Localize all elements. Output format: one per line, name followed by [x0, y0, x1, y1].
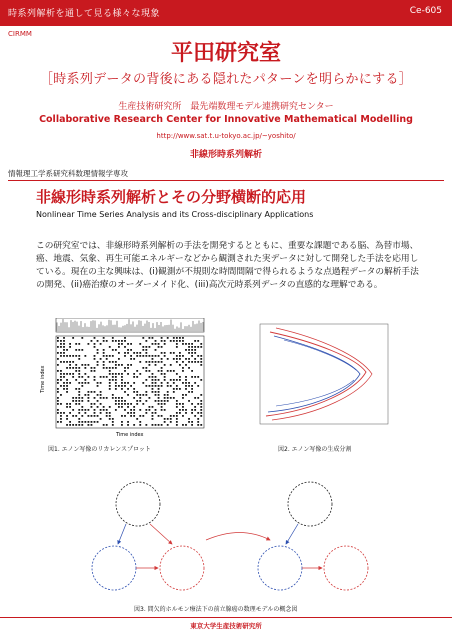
- figure1-caption: 図1. エノン写像のリカレンスプロット: [48, 446, 151, 453]
- figure2-plot-area: [260, 324, 388, 424]
- main-title: 非線形時系列解析とその分野横断的応用: [36, 188, 307, 206]
- institute-name: 生産技術研究所 最先端数理モデル連携研究センター: [118, 102, 334, 112]
- body-text: この研究室では、非線形時系列解析の手法を開発するとともに、重要な課題である脳、為替市場、癌、地震、気象、再生可能エネルギーなどから観測された実データに対して開発した手法を応用している。現在の主な興味は、(i)観測が不規則な時間間隔で得られるような点過程データの解析手法の開発、(ii)癌治療のオーダーメイド化、(iii)高次元時系列データの直感的な理解である。: [36, 241, 419, 290]
- figure3-node-top-right: [288, 482, 332, 526]
- figure2-henon-partition: [246, 320, 396, 436]
- figure1-plot-area: [56, 336, 204, 428]
- figure1-ylabel: Time index: [40, 365, 46, 393]
- header-bar: [0, 0, 452, 26]
- figure3-left-group: [92, 482, 204, 590]
- divider: [8, 180, 444, 181]
- figure3-concept-diagram: [80, 470, 380, 606]
- figure3-node-bottom-right-2: [324, 546, 368, 590]
- figure2-caption: 図2. エノン写像の生成分割: [278, 446, 352, 453]
- figure3-node-bottom-middle: [160, 546, 204, 590]
- figure3-node-bottom-left: [92, 546, 136, 590]
- figure1-timeseries-panel: [56, 318, 204, 332]
- figure3-node-top-left: [116, 482, 160, 526]
- department-name: 情報理工学系研究科数理情報学専攻: [8, 169, 128, 178]
- figure3-caption: 図3. 間欠的ホルモン療法下の前立腺癌の数理モデルの概念図: [134, 606, 298, 613]
- center-name-en: Collaborative Research Center for Innovative Mathematical Modelling: [39, 114, 413, 125]
- lab-url[interactable]: http://www.sat.t.u-tokyo.ac.jp/~yoshito/: [156, 132, 296, 140]
- lab-title: 平田研究室: [170, 41, 281, 66]
- lab-subtitle: ［時系列データの背後にある隠れたパターンを明らかにする］: [39, 72, 413, 87]
- research-field: 非線形時系列解析: [189, 150, 262, 160]
- header-code: Ce-605: [409, 6, 442, 16]
- center-code: CIRMM: [8, 30, 32, 38]
- footer-text: 東京大学生産技術研究所: [190, 622, 262, 630]
- figure1-recurrence-plot: [36, 318, 222, 440]
- figure1-xlabel: Time index: [116, 432, 144, 438]
- figure3-transition-arrow: [206, 533, 270, 541]
- main-title-en: Nonlinear Time Series Analysis and its Cross-disciplinary Applications: [36, 210, 314, 219]
- header-left-text: 時系列解析を通して見る様々な現象: [8, 9, 161, 19]
- figure3-node-bottom-right-1: [258, 546, 302, 590]
- footer: [0, 617, 452, 640]
- figure3-right-group: [258, 482, 368, 590]
